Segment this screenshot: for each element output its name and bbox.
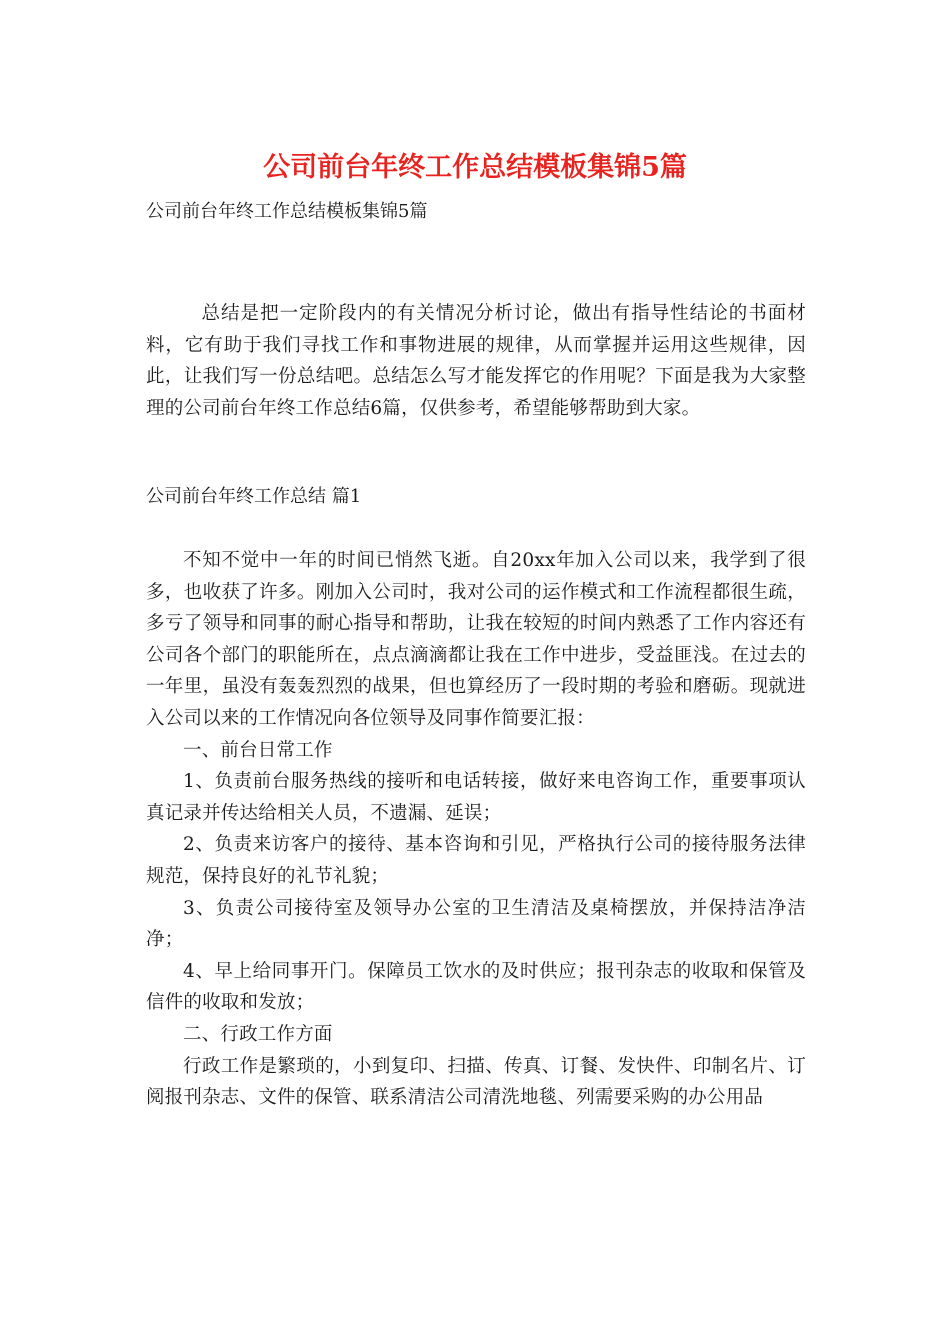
list-item: 2、负责来访客户的接待、基本咨询和引见，严格执行公司的接待服务法律规范，保持良好的礼节礼貌； [146,834,806,887]
document-title: 公司前台年终工作总结模板集锦5篇 [263,152,687,183]
document-subtitle: 公司前台年终工作总结模板集锦5篇 [146,201,428,222]
section-body [146,545,806,1114]
section-heading: 公司前台年终工作总结 篇1 [146,486,362,507]
intro-paragraph: 总结是把一定阶段内的有关情况分析讨论，做出有指导性结论的书面材料，它有助于我们寻找工作和事物进展的规律，从而掌握并运用这些规律，因此，让我们写一份总结吧。总结怎么写才能发挥它的作用呢？下面是我为大家整理的公司前台年终工作总结6篇，仅供参考，希望能够帮助到大家。 [146,303,806,419]
list-item: 1、负责前台服务热线的接听和电话转接，做好来电咨询工作，重要事项认真记录并传达给相关人员，不遗漏、延误； [146,771,806,824]
intro-block [146,298,806,424]
subheading-daily-work: 一、前台日常工作 [183,739,333,761]
list-item: 4、早上给同事开门。保障员工饮水的及时供应；报刊杂志的收取和保管及信件的收取和发放； [146,960,806,1014]
subheading-admin-work: 二、行政工作方面 [183,1023,333,1045]
body-paragraph: 不知不觉中一年的时间已悄然飞逝。自20xx年加入公司以来，我学到了很多，也收获了许多。刚加入公司时，我对公司的运作模式和工作流程都很生疏，多亏了领导和同事的耐心指导和帮助，让我在较短的时间内熟悉了工作内容还有公司各个部门的职能所在，点点滴滴都让我在工作中进步，受益匪浅。在过去的一年里，虽没有轰轰烈烈的战果，但也算经历了一段时期的考验和磨砺。现就进入公司以来的工作情况向各位领导及同事作简要汇报： [146,550,806,729]
body-paragraph: 行政工作是繁琐的，小到复印、扫描、传真、订餐、发快件、印制名片、订阅报刊杂志、文件的保管、联系清洁公司清洗地毯、列需要采购的办公用品 [146,1055,806,1109]
list-item: 3、负责公司接待室及领导办公室的卫生清洁及桌椅摆放，并保持洁净洁净； [146,897,806,951]
